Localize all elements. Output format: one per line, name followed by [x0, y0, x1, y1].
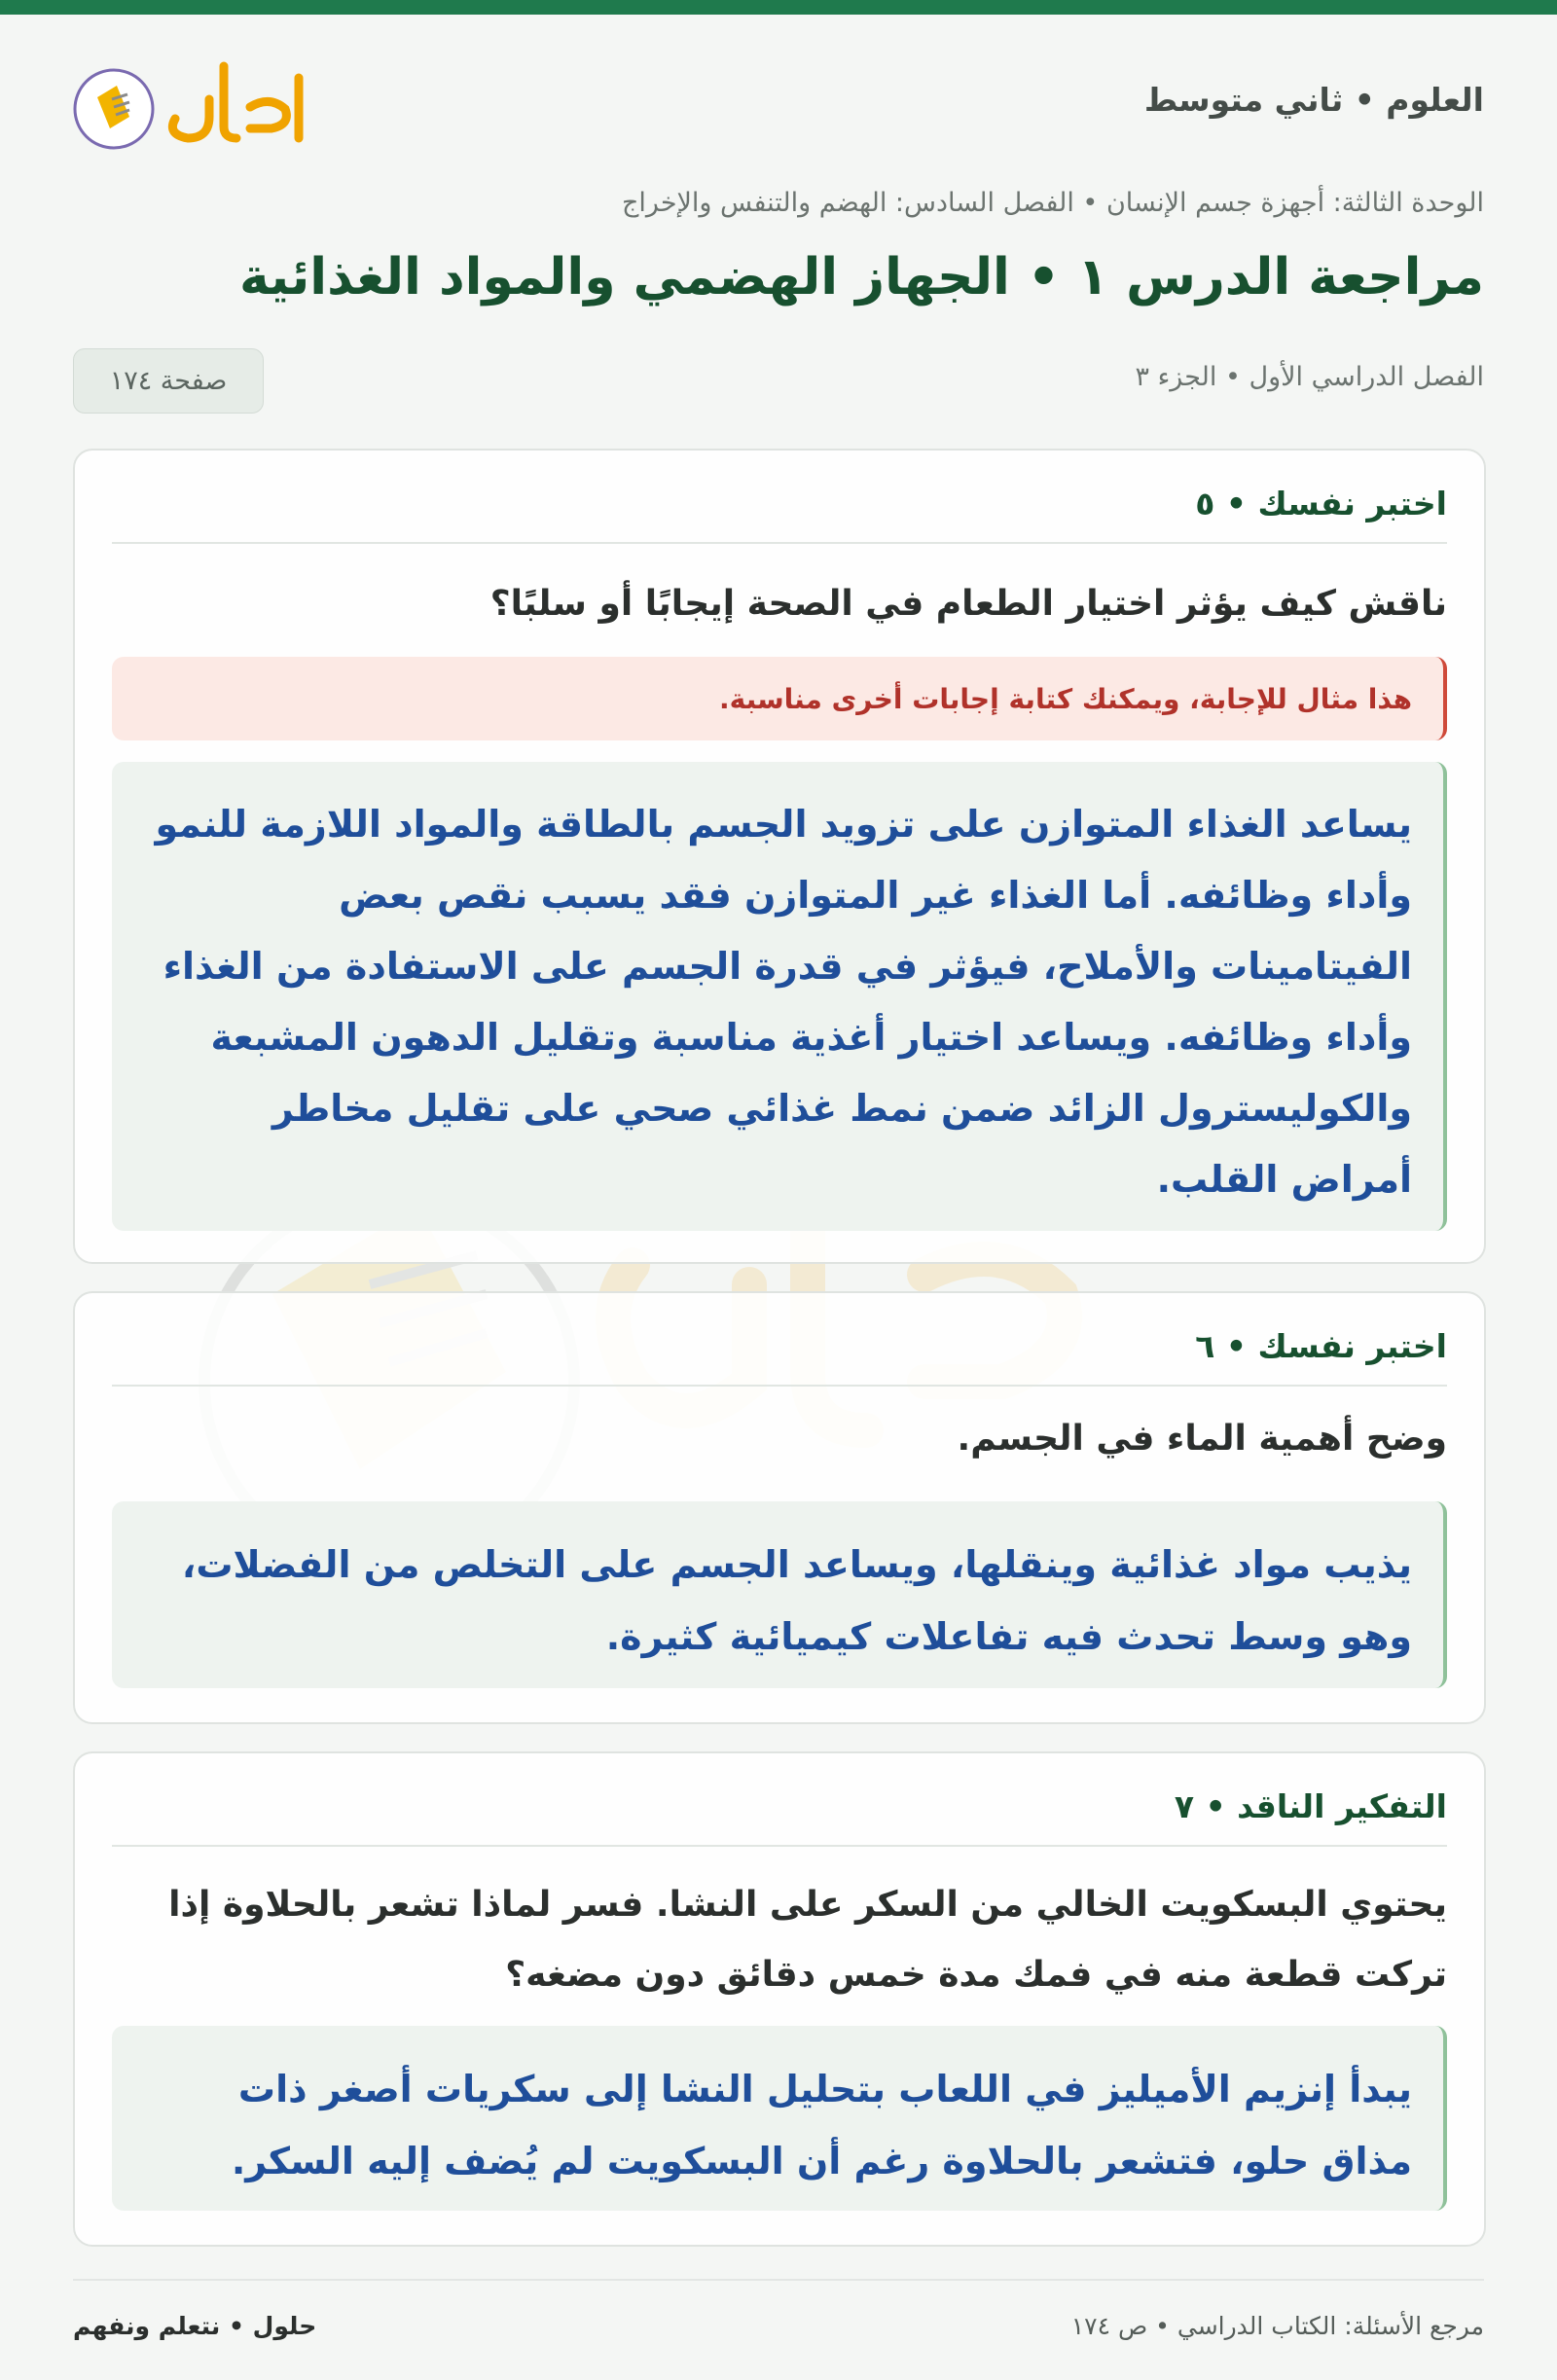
answer-box: يساعد الغذاء المتوازن على تزويد الجسم بالطاقة والمواد اللازمة للنمو وأداء وظائفه. أما الغذاء غير المتوازن فقد يسبب نقص بعض الفيتامينات والأملاح، فيؤثر في قدرة الجسم على الاستفادة من الغذاء وأداء وظائفه. ويساعد اختيار أغذية مناسبة وتقليل الدهون المشبعة والكوليسترول الزائد ضمن نمط غذائي صحي على تقليل مخاطر أمراض القلب. — [112, 762, 1447, 1231]
breadcrumb: الوحدة الثالثة: أجهزة جسم الإنسان • الفصل السادس: الهضم والتنفس والإخراج — [622, 188, 1484, 218]
question-text: يحتوي البسكويت الخالي من السكر على النشا. فسر لماذا تشعر بالحلاوة إذا تركت قطعة منه في فمك مدة خمس دقائق دون مضغه؟ — [168, 1885, 1447, 1995]
top-accent-bar — [0, 0, 1557, 15]
footer-divider — [73, 2279, 1484, 2281]
divider — [112, 1385, 1447, 1387]
page-number-badge: صفحة ١٧٤ — [73, 348, 264, 414]
term-info: الفصل الدراسي الأول • الجزء ٣ — [1135, 362, 1484, 392]
answer-box: يذيب مواد غذائية وينقلها، ويساعد الجسم على التخلص من الفضلات، وهو وسط تحدث فيه تفاعلات كيميائية كثيرة. — [112, 1501, 1447, 1688]
subject-label: العلوم • ثاني متوسط — [1143, 81, 1484, 119]
card-title: التفكير الناقد • ٧ — [1174, 1787, 1447, 1825]
card-title: اختبر نفسك • ٥ — [1195, 485, 1447, 523]
footer-reference: مرجع الأسئلة: الكتاب الدراسي • ص ١٧٤ — [1070, 2312, 1484, 2340]
question-text: وضح أهمية الماء في الجسم. — [957, 1419, 1447, 1459]
page-title: مراجعة الدرس ١ • الجهاز الهضمي والمواد الغذائية — [238, 248, 1484, 307]
question-text: ناقش كيف يؤثر اختيار الطعام في الصحة إيجابًا أو سلبًا؟ — [489, 584, 1447, 624]
answer-box: يبدأ إنزيم الأميليز في اللعاب بتحليل النشا إلى سكريات أصغر ذات مذاق حلو، فتشعر بالحلاوة رغم أن البسكويت لم يُضف إليه السكر. — [112, 2026, 1447, 2211]
example-answer-note: هذا مثال للإجابة، ويمكنك كتابة إجابات أخرى مناسبة. — [112, 657, 1447, 740]
question-card-6 — [73, 1291, 1486, 1724]
critical-thinking-card-7 — [73, 1751, 1486, 2247]
page-header — [73, 49, 1484, 170]
card-title: اختبر نفسك • ٦ — [1195, 1327, 1447, 1365]
question-card-5 — [73, 449, 1486, 1264]
hulul-logo[interactable] — [73, 49, 326, 165]
footer-brand: حلول • نتعلم ونفهم — [73, 2312, 317, 2340]
divider — [112, 542, 1447, 544]
divider — [112, 1845, 1447, 1847]
